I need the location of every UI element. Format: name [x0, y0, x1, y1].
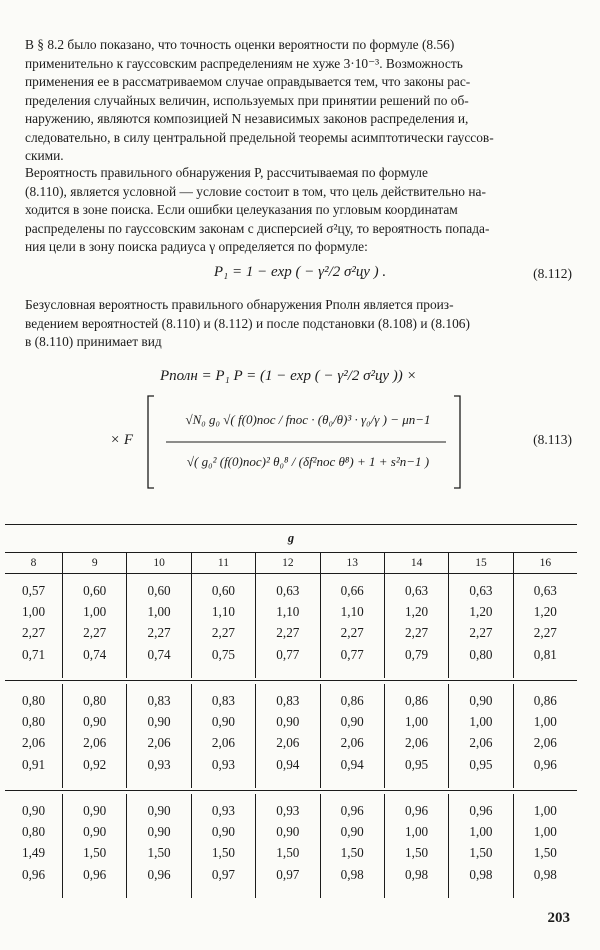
- text-line: (8.110), является условной — условие состоит в том, что цель действительно на-: [25, 183, 486, 199]
- table-cell: 2,27: [469, 625, 493, 641]
- table-cell: 1,00: [405, 824, 429, 840]
- table-cell: 0,93: [276, 803, 300, 818]
- table-cell: 0,80: [83, 693, 107, 708]
- left-bracket: [148, 396, 154, 488]
- table-block: [5, 794, 577, 898]
- table-column: [255, 684, 319, 788]
- table-cell: 0,94: [340, 756, 364, 772]
- text-line: применительно к гауссовским распределениям не хуже 3·10⁻³. Возможность: [25, 55, 463, 71]
- table-top-rule: [5, 524, 577, 525]
- table-cell: 2,27: [211, 625, 235, 641]
- table-column: [384, 574, 448, 678]
- table-cell: 1,20: [405, 604, 429, 620]
- table-cell: 0,95: [405, 756, 429, 772]
- table-cell: 1,50: [147, 845, 171, 861]
- table-cell: 0,66: [340, 583, 364, 598]
- table-cell: 1,50: [83, 845, 107, 861]
- table-cell: 0,96: [340, 803, 364, 818]
- table-cell: 0,90: [276, 714, 300, 730]
- table-column: [448, 794, 512, 898]
- table-block-separator: [5, 790, 577, 791]
- table-body: [5, 574, 577, 904]
- table-column: [255, 794, 319, 898]
- table-cell: 0,90: [83, 824, 107, 840]
- table-cell: 2,06: [147, 735, 171, 751]
- header-cell: 8: [30, 557, 37, 569]
- table-block: [5, 684, 577, 788]
- table-cell: 0,90: [340, 824, 364, 840]
- table-cell: 0,98: [469, 866, 493, 882]
- table-column: [513, 574, 577, 678]
- text-line: распределены по гауссовским законам с дисперсией σ²цу, то вероятность попада-: [25, 220, 490, 236]
- table-cell: 0,96: [147, 866, 171, 882]
- table-column: [126, 574, 190, 678]
- table-cell: 0,96: [83, 866, 107, 882]
- table-cell: 2,06: [21, 735, 46, 751]
- table-column: [384, 794, 448, 898]
- table-cell: 0,90: [211, 824, 235, 840]
- table-cell: 2,27: [276, 625, 300, 641]
- table-column: [5, 574, 62, 678]
- formula-expression: Pполн = P₁ P = (1 − exp ( − γ²/2 σ²цу )) ×: [160, 368, 417, 384]
- header-cell: 14: [384, 553, 448, 573]
- table-cell: 2,27: [83, 625, 107, 641]
- header-cell: 9: [62, 553, 126, 573]
- table-cell: 0,98: [533, 866, 557, 882]
- page-number: 203: [547, 910, 570, 926]
- table-cell: 0,90: [147, 714, 171, 730]
- table-cell: 0,63: [276, 583, 300, 598]
- formula-8-113-line1: [160, 368, 480, 385]
- table-cell: 1,20: [533, 604, 557, 620]
- table-cell: 0,74: [147, 646, 171, 662]
- table-cell: 1,00: [147, 604, 171, 620]
- table-column: [62, 684, 126, 788]
- table-column: [448, 684, 512, 788]
- table-cell: 0,83: [147, 693, 171, 708]
- table-cell: 0,77: [340, 646, 364, 662]
- table-cell: 0,93: [147, 756, 171, 772]
- table-cell: 0,98: [405, 866, 429, 882]
- table-cell: 0,80: [21, 824, 46, 840]
- text-line: ходится в зоне поиска. Если ошибки целеуказания по угловым координатам: [25, 202, 458, 217]
- table-column: [191, 684, 255, 788]
- formula-8-113-fraction: [110, 392, 470, 492]
- table-column: [191, 574, 255, 678]
- table-cell: 0,63: [405, 583, 429, 598]
- table-column: [191, 794, 255, 898]
- paragraph-conditional-probability: [25, 164, 573, 257]
- header-cell: 16: [513, 553, 577, 573]
- equation-number-8-112: (8.112): [533, 266, 572, 281]
- table-cell: 0,98: [340, 866, 364, 882]
- table-column: [126, 684, 190, 788]
- table-cell: 0,90: [147, 803, 171, 818]
- table-cell: 0,91: [21, 756, 46, 772]
- header-cell: 15: [448, 553, 512, 573]
- table-cell: 0,57: [21, 583, 46, 598]
- paragraph-unconditional-probability: [25, 296, 573, 352]
- table-cell: 2,27: [405, 625, 429, 641]
- table-column: [448, 574, 512, 678]
- table-cell: 0,63: [533, 583, 557, 598]
- table-column: [320, 684, 384, 788]
- text-line: В § 8.2 было показано, что точность оценки вероятности по формуле (8.56): [25, 37, 455, 52]
- table-cell: 0,90: [21, 803, 46, 818]
- table-cell: 0,86: [405, 693, 429, 708]
- table-cell: 1,10: [340, 604, 364, 620]
- table-cell: 0,93: [211, 803, 235, 818]
- table-column: [5, 794, 62, 898]
- equation-number-8-113: (8.113): [533, 432, 572, 447]
- table-cell: 2,06: [405, 735, 429, 751]
- table-cell: 0,90: [276, 824, 300, 840]
- table-cell: 0,60: [211, 583, 235, 598]
- text-line: пределения случайных величин, используемых при принятии решений по об-: [25, 92, 469, 108]
- table-cell: 1,00: [469, 824, 493, 840]
- text-line: ведением вероятностей (8.110) и (8.112) и после подстановки (8.108) и (8.106): [25, 315, 470, 331]
- table-cell: 0,83: [276, 693, 300, 708]
- table-cell: 0,96: [405, 803, 429, 818]
- table-cell: 1,10: [276, 604, 300, 620]
- table-column: [62, 574, 126, 678]
- table-cell: 0,79: [405, 646, 429, 662]
- table-cell: 0,90: [83, 803, 107, 818]
- table-cell: 2,27: [340, 625, 364, 641]
- table-block: [5, 574, 577, 678]
- table-cell: 2,27: [533, 625, 557, 641]
- table-cell: 1,00: [469, 714, 493, 730]
- table-header-row: [5, 552, 577, 574]
- table-cell: 0,96: [21, 866, 46, 882]
- table-cell: 0,90: [83, 714, 107, 730]
- table-cell: 2,06: [469, 735, 493, 751]
- times-f: × F: [110, 432, 134, 448]
- table-cell: 2,27: [21, 625, 46, 641]
- fraction-denominator: √( g₀² (f(0)пос)² θ₀⁸ / (δf²пос θ⁸) + 1 + s²n−1 ): [186, 454, 430, 469]
- header-cell: 11: [191, 553, 255, 573]
- table-column: [513, 794, 577, 898]
- table-cell: 2,06: [211, 735, 235, 751]
- table-cell: 1,50: [211, 845, 235, 861]
- table-cell: 0,90: [469, 693, 493, 708]
- table-cell: 0,86: [533, 693, 557, 708]
- fraction-numerator: √N₀ g₀ √( f(0)пос / fпос · (θ₀/θ)³ · γ₀/γ ) − μn−1: [185, 412, 431, 427]
- table-cell: 0,74: [83, 646, 107, 662]
- table-cell: 1,20: [469, 604, 493, 620]
- table-cell: 0,96: [533, 756, 557, 772]
- table-cell: 1,00: [533, 803, 557, 818]
- formula-expression: P₁ = 1 − exp ( − γ²/2 σ²цу ) .: [213, 264, 387, 280]
- table-cell: 1,50: [469, 845, 493, 861]
- table-cell: 0,63: [469, 583, 493, 598]
- table-cell: 0,80: [21, 714, 46, 730]
- table-cell: 1,00: [533, 824, 557, 840]
- table-column: [320, 794, 384, 898]
- table-cell: 0,71: [21, 646, 46, 662]
- table-cell: 0,77: [276, 646, 300, 662]
- table-column: [255, 574, 319, 678]
- table-column: [513, 684, 577, 788]
- table-cell: 0,96: [469, 803, 493, 818]
- table-cell: 0,90: [340, 714, 364, 730]
- table-cell: 1,10: [211, 604, 235, 620]
- data-table: [5, 524, 577, 569]
- table-cell: 0,93: [211, 756, 235, 772]
- table-cell: 1,50: [276, 845, 300, 861]
- formula-8-112: [0, 264, 600, 281]
- table-cell: 0,94: [276, 756, 300, 772]
- table-cell: 0,97: [211, 866, 235, 882]
- text-line: скими.: [25, 148, 64, 163]
- table-cell: 1,50: [340, 845, 364, 861]
- bracket-svg: [110, 392, 470, 492]
- table-column: [126, 794, 190, 898]
- right-bracket: [454, 396, 460, 488]
- table-cell: 0,86: [340, 693, 364, 708]
- paragraph-accuracy: [25, 36, 573, 166]
- text-line: применения ее в рассматриваемом случае оправдывается тем, что законы рас-: [25, 74, 471, 89]
- table-cell: 0,80: [21, 693, 46, 708]
- table-cell: 0,97: [276, 866, 300, 882]
- text-line: в (8.110) принимает вид: [25, 334, 162, 349]
- table-cell: 0,80: [469, 646, 493, 662]
- text-line: Безусловная вероятность правильного обнаружения Pполн является произ-: [25, 297, 454, 312]
- table-cell: 2,06: [276, 735, 300, 751]
- header-cell: 10: [126, 553, 190, 573]
- table-column: [320, 574, 384, 678]
- text-line: следовательно, в силу центральной предельной теоремы асимптотически гауссов-: [25, 129, 494, 145]
- table-column: [5, 684, 62, 788]
- table-cell: 2,06: [340, 735, 364, 751]
- table-cell: 1,49: [21, 845, 46, 861]
- table-cell: 1,00: [83, 604, 107, 620]
- table-cell: 0,90: [211, 714, 235, 730]
- text-line: Вероятность правильного обнаружения P, рассчитываемая по формуле: [25, 165, 428, 180]
- table-cell: 0,81: [533, 646, 557, 662]
- table-cell: 1,00: [405, 714, 429, 730]
- table-cell: 2,06: [533, 735, 557, 751]
- table-cell: 0,90: [147, 824, 171, 840]
- table-cell: 0,83: [211, 693, 235, 708]
- table-cell: 0,75: [211, 646, 235, 662]
- text-line: ния цели в зону поиска радиуса γ определяется по формуле:: [25, 239, 368, 254]
- text-line: наружению, являются композицией N независимых законов распределения и,: [25, 111, 469, 126]
- header-cell: 13: [320, 553, 384, 573]
- table-cell: 1,00: [533, 714, 557, 730]
- header-cell: 12: [255, 553, 319, 573]
- table-variable-label: g: [287, 531, 295, 545]
- table-cell: 0,92: [83, 756, 107, 772]
- table-cell: 2,27: [147, 625, 171, 641]
- table-cell: 0,60: [147, 583, 171, 598]
- table-cell: 0,60: [83, 583, 107, 598]
- table-block-separator: [5, 680, 577, 681]
- table-cell: 1,50: [533, 845, 557, 861]
- table-cell: 1,00: [21, 604, 46, 620]
- table-cell: 0,95: [469, 756, 493, 772]
- table-column: [384, 684, 448, 788]
- table-cell: 1,50: [405, 845, 429, 861]
- table-column: [62, 794, 126, 898]
- table-cell: 2,06: [83, 735, 107, 751]
